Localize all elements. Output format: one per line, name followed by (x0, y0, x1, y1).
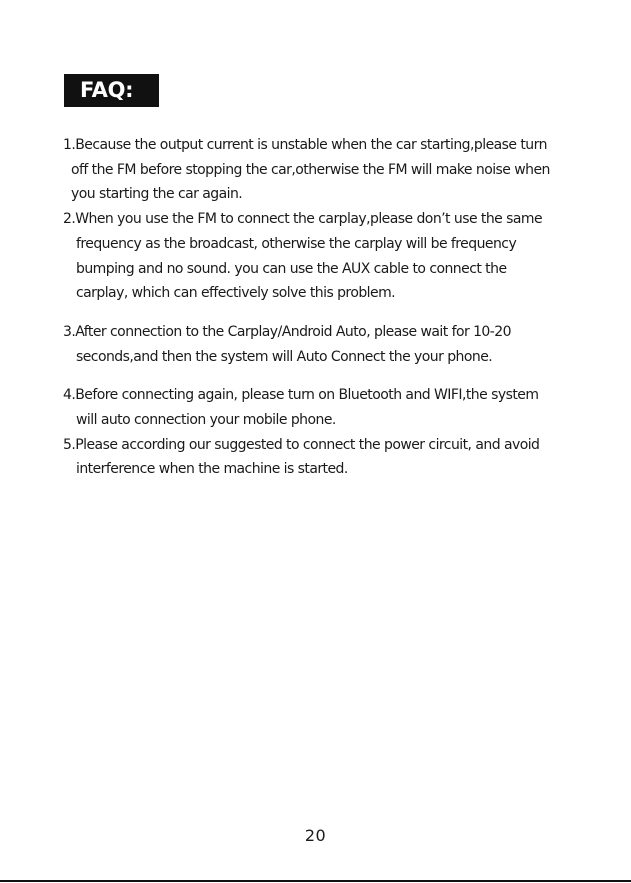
page-number: 20 (304, 826, 327, 845)
faq-item-line: 4.Before connecting again, please turn on Bluetooth and WIFI,the system (63, 387, 539, 404)
faq-item-line: 3.After connection to the Carplay/Android Auto, please wait for 10-20 (63, 323, 512, 340)
faq-item-line: 1.Because the output current is unstable when the car starting,please turn (63, 137, 547, 153)
faq-item-line: 2.When you use the FM to connect the carplay,please don’t use the same (63, 211, 543, 228)
faq-item-line: seconds,and then the system will Auto Connect the your phone. (76, 348, 493, 365)
faq-item-line: carplay, which can effectively solve this problem. (76, 285, 396, 302)
faq-item-4 (63, 383, 603, 432)
faq-item-3 (63, 320, 603, 369)
faq-item-line: off the FM before stopping the car,otherwise the FM will make noise when (71, 161, 550, 178)
bottom-divider (0, 880, 631, 882)
faq-list (63, 133, 603, 482)
faq-item-1 (63, 133, 603, 207)
faq-item-line: you starting the car again. (71, 186, 243, 203)
faq-item-line: bumping and no sound. you can use the AUX cable to connect the (76, 260, 507, 277)
faq-item-5 (63, 433, 603, 482)
faq-item-line: 5.Please according our suggested to connect the power circuit, and avoid (63, 436, 540, 453)
faq-item-line: interference when the machine is started. (76, 461, 348, 478)
faq-item-line: will auto connection your mobile phone. (76, 412, 336, 429)
faq-heading: FAQ: (64, 74, 159, 107)
faq-item-2 (63, 207, 603, 306)
faq-item-line: frequency as the broadcast, otherwise the carplay will be frequency (76, 235, 517, 252)
